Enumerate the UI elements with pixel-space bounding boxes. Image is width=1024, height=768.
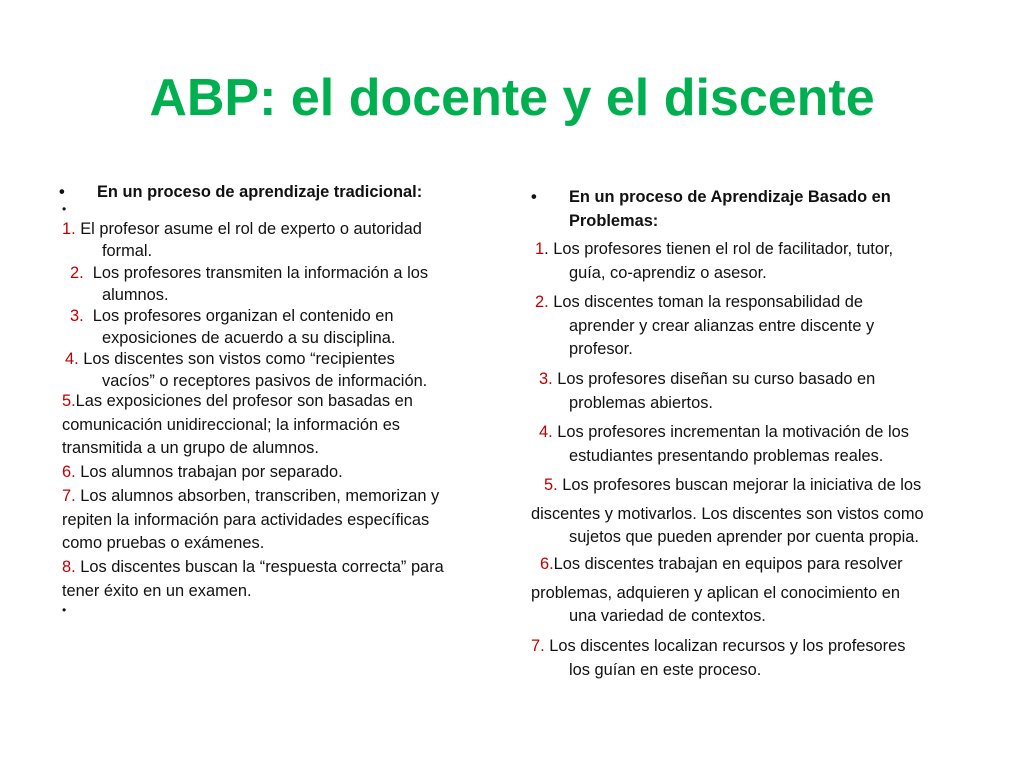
item-text: aprender y crear alianzas entre discente y <box>569 316 875 335</box>
item-number: 4. <box>539 423 553 441</box>
item-text: transmitida a un grupo de alumnos. <box>62 439 319 457</box>
item-number: 2. <box>70 264 84 282</box>
item-number: 4. <box>65 350 79 368</box>
item-text: formal. <box>102 241 153 260</box>
right-heading-text: En un proceso de Aprendizaje Basado en Problemas: <box>569 188 891 230</box>
right-item-2 <box>535 291 995 362</box>
right-item-5 <box>531 474 1001 550</box>
item-text: Los discentes son vistos como “recipientes <box>83 350 395 368</box>
slide-title: ABP: el docente y el discente <box>149 69 875 127</box>
item-text: vacíos” o receptores pasivos de información. <box>102 371 428 390</box>
item-text: comunicación unidireccional; la información es <box>62 415 401 434</box>
item-number: 7. <box>531 637 545 655</box>
item-number: 6. <box>62 463 76 481</box>
left-item-2 <box>70 262 510 305</box>
right-item-1 <box>535 238 995 285</box>
right-item-6 <box>531 553 1001 629</box>
item-text: exposiciones de acuerdo a su disciplina. <box>102 328 396 347</box>
item-text: guía, co-aprendiz o asesor. <box>569 263 767 282</box>
item-number: 1. <box>62 220 76 238</box>
item-number: 6. <box>540 555 554 573</box>
item-text: Los alumnos trabajan por separado. <box>80 463 343 481</box>
left-heading <box>59 181 499 205</box>
small-bullet-icon: • <box>62 202 67 216</box>
item-text: Los alumnos absorben, transcriben, memorizan y <box>80 487 440 505</box>
left-item-8 <box>62 556 502 603</box>
item-text: Los discentes buscan la “respuesta correcta” para <box>80 558 444 576</box>
item-text: profesor. <box>569 340 633 358</box>
item-number: 8. <box>62 558 76 576</box>
item-text: discentes y motivarlos. Los discentes son vistos como <box>531 504 924 523</box>
left-item-5 <box>62 390 502 461</box>
item-text: problemas abiertos. <box>569 393 713 412</box>
item-text: una variedad de contextos. <box>569 607 766 625</box>
item-text: Los discentes trabajan en equipos para resolver <box>553 555 903 573</box>
left-item-3 <box>70 305 510 348</box>
bullet-icon: • <box>59 183 65 201</box>
item-text: alumnos. <box>102 285 169 304</box>
item-text: estudiantes presentando problemas reales. <box>569 446 884 465</box>
item-number: 3. <box>70 307 84 325</box>
right-item-3 <box>539 368 999 415</box>
item-number: 2. <box>535 293 549 311</box>
item-text: repiten la información para actividades específicas <box>62 510 430 529</box>
right-item-7 <box>531 635 1001 682</box>
item-number: 7. <box>62 487 76 505</box>
left-item-4 <box>65 348 505 391</box>
item-text: Los profesores incrementan la motivación de los <box>557 423 909 441</box>
item-text: Los profesores buscan mejorar la iniciativa de los <box>562 476 922 494</box>
item-text: Los profesores organizan el contenido en <box>92 307 394 325</box>
item-text: como pruebas o exámenes. <box>62 534 265 552</box>
left-item-6 <box>62 461 502 485</box>
right-heading <box>531 186 951 233</box>
item-text: Los profesores transmiten la información a los <box>92 264 429 282</box>
item-text: los guían en este proceso. <box>569 660 762 679</box>
item-text: sujetos que pueden aprender por cuenta propia. <box>569 528 919 546</box>
item-number: 3. <box>539 370 553 388</box>
item-text: Las exposiciones del profesor son basadas en <box>75 392 413 410</box>
item-text: Los discentes toman la responsabilidad de <box>553 293 864 311</box>
bullet-icon: • <box>531 188 537 206</box>
small-bullet-icon: • <box>62 603 67 617</box>
item-number: 5. <box>544 476 558 494</box>
item-text: tener éxito en un examen. <box>62 581 252 600</box>
item-text: problemas, adquieren y aplican el conocimiento en <box>531 583 901 602</box>
left-heading-text: En un proceso de aprendizaje tradicional: <box>97 183 423 201</box>
item-text: . Los profesores tienen el rol de facilitador, tutor, <box>544 240 894 258</box>
item-text: El profesor asume el rol de experto o autoridad <box>80 220 422 238</box>
item-number: 1 <box>535 240 545 258</box>
item-text: Los profesores diseñan su curso basado en <box>557 370 876 388</box>
left-item-1 <box>62 218 502 261</box>
right-item-4 <box>539 421 999 468</box>
left-item-7 <box>62 485 502 556</box>
item-number: 5. <box>62 392 76 410</box>
item-text: Los discentes localizan recursos y los profesores <box>549 637 906 655</box>
